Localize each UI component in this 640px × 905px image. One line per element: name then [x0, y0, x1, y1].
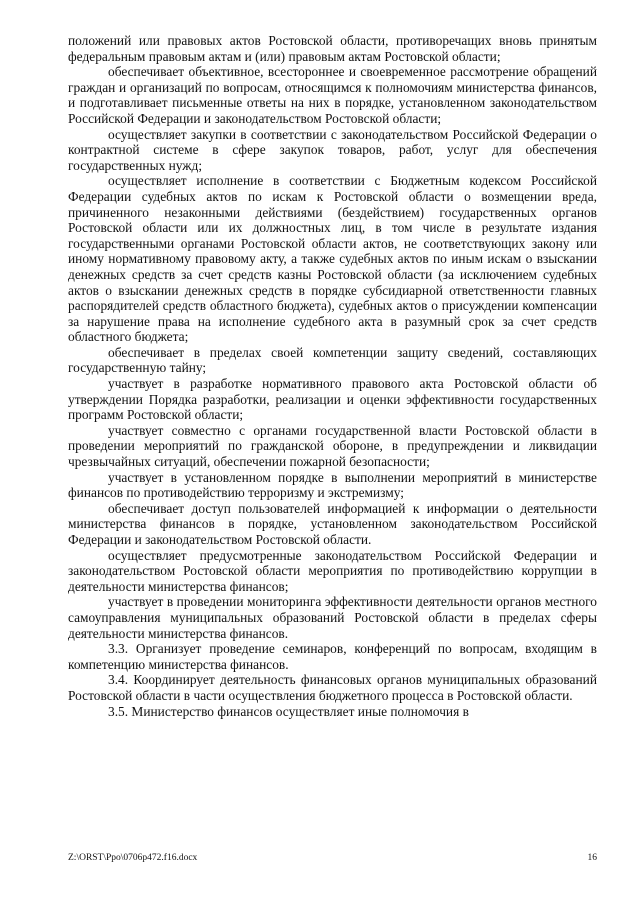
paragraph: участвует в разработке нормативного правового акта Ростовской области об утверждении Порядка разработки, реализации и оценки эффективности государственных программ Ростовской области; [68, 376, 597, 423]
paragraph: обеспечивает доступ пользователей информацией к информации о деятельности министерства финансов в порядке, установленном законодательством Российской Федерации и законодательством Ростовской области. [68, 500, 597, 547]
paragraph: участвует в установленном порядке в выполнении мероприятий в министерстве финансов по противодействию терроризму и экстремизму; [68, 469, 597, 501]
page-footer [68, 853, 597, 863]
paragraph: 3.4. Координирует деятельность финансовых органов муниципальных образований Ростовской области в части осуществления бюджетного процесса в Ростовской области. [68, 672, 597, 703]
document-body [68, 33, 597, 719]
paragraph: осуществляет исполнение в соответствии с Бюджетным кодексом Российской Федерации судебных актов по искам к Ростовской области о возмещении вреда, причиненного незаконными действиями (бездействием) государственных органов Ростовской области или их должностных лиц, в том числе в результате издания государственными органами Ростовской области актов, не соответствующих закону или иному нормативному правовому акту, а также судебных актов по иным искам о взыскании денежных средств за счет средств казны Ростовской области (за исключением судебных актов о взыскании денежных средств в порядке субсидиарной ответственности главных распорядителей средств областного бюджета), судебных актов о присуждении компенсации за нарушение права на исполнение судебного акта в разумный срок за счет средств областного бюджета; [68, 173, 597, 345]
paragraph: осуществляет закупки в соответствии с законодательством Российской Федерации о контрактной системе в сфере закупок товаров, работ, услуг для обеспечения государственных нужд; [68, 126, 597, 173]
file-path: Z:\ORST\Ppo\0706p472.f16.docx [68, 853, 198, 863]
paragraph: 3.5. Министерство финансов осуществляет иные полномочия в [108, 703, 469, 719]
paragraph: осуществляет предусмотренные законодательством Российской Федерации и законодательством Ростовской области мероприятия по противодействию коррупции в деятельности министерства финансов; [68, 547, 597, 594]
paragraph: участвует в проведении мониторинга эффективности деятельности органов местного самоуправления муниципальных образований Ростовской области в пределах сферы деятельности министерства финансов. [68, 594, 597, 641]
paragraph: обеспечивает в пределах своей компетенции защиту сведений, составляющих государственную тайну; [68, 344, 597, 376]
page-number: 16 [587, 853, 597, 863]
paragraph: участвует совместно с органами государственной власти Ростовской области в проведении мероприятий по гражданской обороне, в предупреждении и ликвидации чрезвычайных ситуаций, обеспечении пожарной безопасности; [68, 422, 597, 470]
paragraph: обеспечивает объективное, всестороннее и своевременное рассмотрение обращений граждан и организаций по вопросам, относящимся к полномочиям министерства финансов, и подготавливает письменные ответы на них в порядке, установленном законодательством Российской Федерации и законодательством Ростовской области; [68, 64, 597, 126]
paragraph: положений или правовых актов Ростовской области, противоречащих вновь принятым федеральным правовым актам и (или) правовым актам Ростовской области; [68, 33, 597, 64]
paragraph: 3.3. Организует проведение семинаров, конференций по вопросам, входящим в компетенцию министерства финансов. [68, 641, 597, 672]
